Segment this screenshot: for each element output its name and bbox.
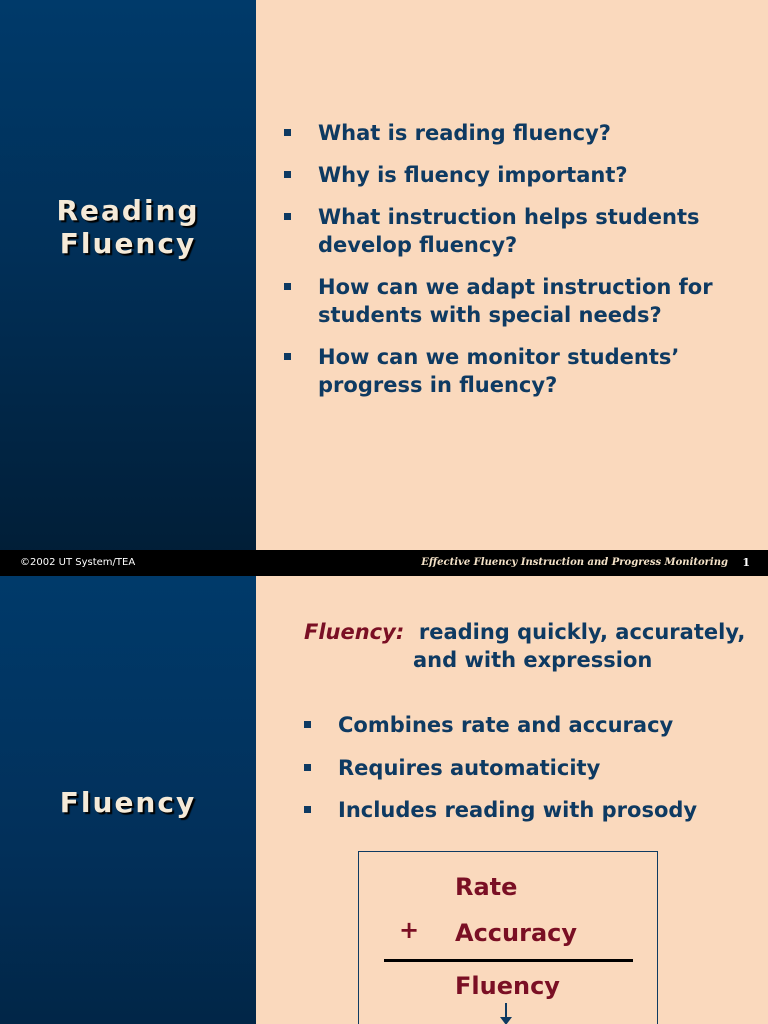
equation-accuracy: Accuracy — [455, 919, 578, 947]
list-item — [304, 711, 734, 739]
slide-title-line1: Fluency — [59, 786, 197, 819]
bullet-square-icon — [284, 283, 291, 290]
list-item-text: Combines rate and accuracy — [338, 713, 674, 737]
page-number: 1 — [742, 556, 750, 569]
list-item-text: How can we monitor students’ progress in fluency? — [318, 345, 680, 397]
list-item-text: What instruction helps students develop fluency? — [318, 205, 700, 257]
slide-fluency — [0, 576, 768, 1024]
definition-line2: and with expression — [413, 648, 653, 672]
list-item — [304, 754, 734, 782]
slide-sidebar — [0, 0, 256, 576]
bullet-square-icon — [304, 721, 311, 728]
bullet-square-icon — [284, 213, 291, 220]
course-title: Effective Fluency Instruction and Progress Monitoring — [421, 557, 728, 568]
equation-plus: + — [399, 916, 420, 944]
equation-rate: Rate — [455, 873, 518, 901]
slide-title-line2: Fluency — [59, 227, 197, 260]
bullet-square-icon — [304, 764, 311, 771]
bullet-square-icon — [304, 806, 311, 813]
equation-result: Fluency — [455, 972, 560, 1000]
bullet-square-icon — [284, 171, 291, 178]
list-item-text: Includes reading with prosody — [338, 798, 698, 822]
slide-title-line1: Reading — [56, 194, 200, 227]
list-item — [304, 796, 734, 824]
slide-title — [0, 194, 256, 260]
fluency-definition — [304, 618, 754, 674]
equation-divider — [384, 959, 633, 962]
list-item-text: How can we adapt instruction for students with special needs? — [318, 275, 713, 327]
list-item — [284, 119, 734, 147]
slide-sidebar — [0, 576, 256, 1024]
arrow-down-icon — [498, 1003, 514, 1024]
slide-title — [0, 786, 256, 819]
list-item — [284, 161, 734, 189]
definition-line1: reading quickly, accurately, — [418, 620, 746, 644]
agenda-list — [284, 119, 734, 413]
list-item-text: Requires automaticity — [338, 755, 601, 780]
copyright-text: ©2002 UT System/TEA — [20, 557, 136, 568]
list-item-text: What is reading fluency? — [318, 121, 611, 145]
bullet-square-icon — [284, 353, 291, 360]
fluency-points-list — [304, 711, 734, 839]
definition-term: Fluency: — [304, 620, 405, 644]
fluency-equation-box — [358, 851, 658, 1024]
bullet-square-icon — [284, 129, 291, 136]
list-item — [284, 273, 734, 329]
list-item-text: Why is fluency important? — [318, 163, 628, 187]
slide-footer — [0, 550, 768, 576]
list-item — [284, 343, 734, 399]
list-item — [284, 203, 734, 259]
